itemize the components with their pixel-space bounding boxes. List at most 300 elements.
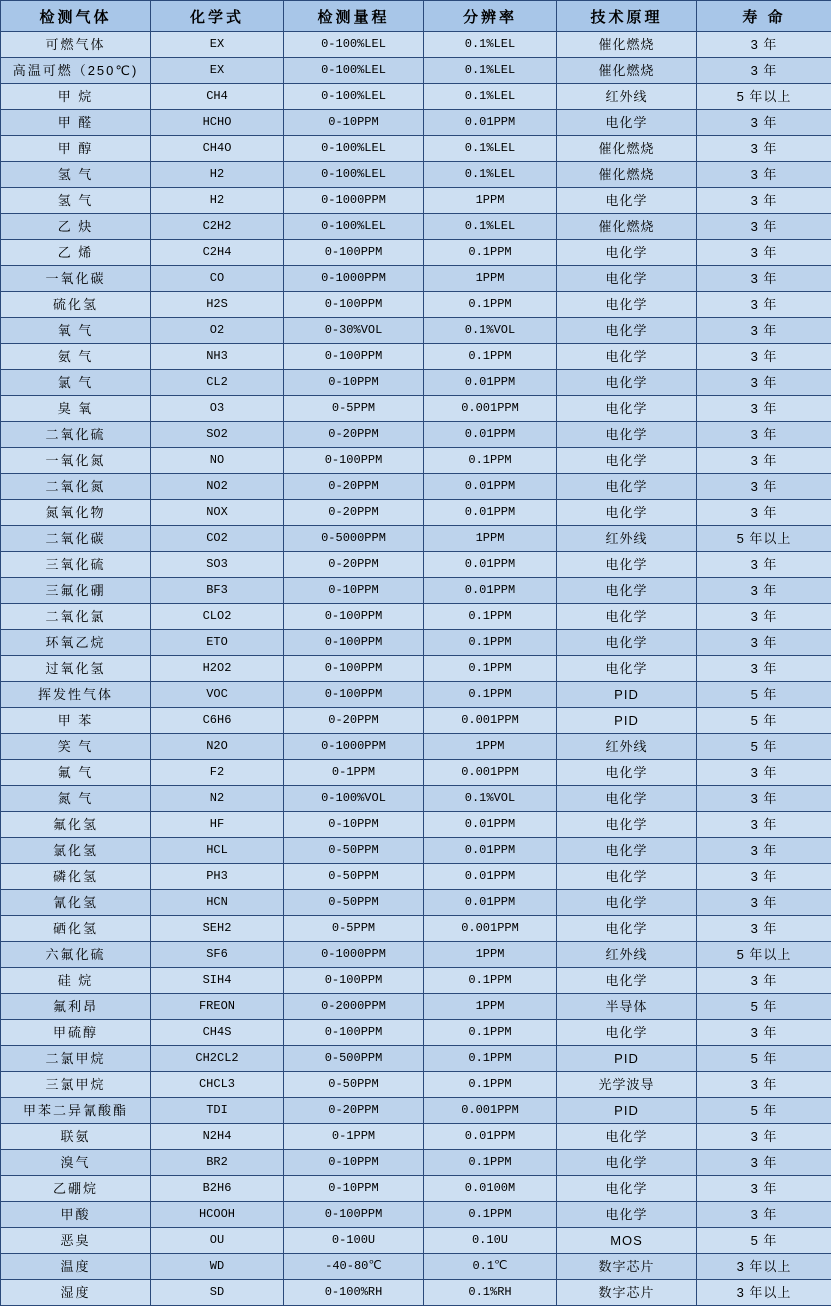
cell-life: 3 年 (697, 448, 831, 474)
column-header-life: 寿 命 (697, 1, 831, 32)
cell-principle: 电化学 (557, 656, 697, 682)
cell-formula: CO2 (151, 526, 284, 552)
cell-principle: PID (557, 1098, 697, 1124)
cell-formula: VOC (151, 682, 284, 708)
cell-principle: 电化学 (557, 1124, 697, 1150)
cell-gas-name: 环氧乙烷 (1, 630, 151, 656)
cell-gas-name: 氧 气 (1, 318, 151, 344)
cell-principle: 红外线 (557, 734, 697, 760)
cell-resolution: 0.001PPM (424, 760, 557, 786)
cell-life: 3 年 (697, 422, 831, 448)
cell-formula: WD (151, 1254, 284, 1280)
cell-resolution: 0.01PPM (424, 500, 557, 526)
cell-gas-name: 温度 (1, 1254, 151, 1280)
cell-resolution: 1PPM (424, 734, 557, 760)
cell-life: 3 年 (697, 1150, 831, 1176)
cell-principle: 催化燃烧 (557, 136, 697, 162)
cell-life: 3 年 (697, 604, 831, 630)
cell-range: -40-80℃ (284, 1254, 424, 1280)
cell-life: 3 年 (697, 838, 831, 864)
table-row (1, 32, 831, 58)
cell-resolution: 0.1℃ (424, 1254, 557, 1280)
cell-life: 3 年 (697, 240, 831, 266)
cell-life: 3 年 (697, 968, 831, 994)
table-row (1, 214, 831, 240)
cell-life: 3 年 (697, 1124, 831, 1150)
table-row (1, 136, 831, 162)
cell-principle: 电化学 (557, 916, 697, 942)
cell-resolution: 1PPM (424, 526, 557, 552)
cell-resolution: 0.01PPM (424, 812, 557, 838)
table-row (1, 786, 831, 812)
column-header-resolution: 分辨率 (424, 1, 557, 32)
cell-formula: H2S (151, 292, 284, 318)
cell-principle: 数字芯片 (557, 1254, 697, 1280)
table-row (1, 604, 831, 630)
cell-resolution: 0.1PPM (424, 604, 557, 630)
cell-life: 3 年 (697, 864, 831, 890)
cell-gas-name: 氨 气 (1, 344, 151, 370)
table-row (1, 474, 831, 500)
cell-life: 3 年 (697, 890, 831, 916)
cell-life: 5 年 (697, 1046, 831, 1072)
cell-gas-name: 溴气 (1, 1150, 151, 1176)
cell-resolution: 1PPM (424, 188, 557, 214)
cell-range: 0-30%VOL (284, 318, 424, 344)
table-row (1, 370, 831, 396)
cell-principle: 电化学 (557, 266, 697, 292)
cell-life: 3 年 (697, 396, 831, 422)
cell-life: 3 年 (697, 656, 831, 682)
cell-range: 0-100PPM (284, 630, 424, 656)
cell-life: 3 年 (697, 266, 831, 292)
cell-life: 3 年 (697, 1020, 831, 1046)
cell-resolution: 0.01PPM (424, 370, 557, 396)
cell-resolution: 0.1PPM (424, 656, 557, 682)
table-row (1, 812, 831, 838)
cell-gas-name: 可燃气体 (1, 32, 151, 58)
cell-life: 3 年 (697, 58, 831, 84)
cell-principle: 电化学 (557, 760, 697, 786)
cell-range: 0-10PPM (284, 578, 424, 604)
cell-range: 0-10PPM (284, 370, 424, 396)
cell-range: 0-2000PPM (284, 994, 424, 1020)
cell-formula: SIH4 (151, 968, 284, 994)
cell-gas-name: 二氯甲烷 (1, 1046, 151, 1072)
table-row (1, 656, 831, 682)
cell-life: 5 年 (697, 994, 831, 1020)
table-row (1, 500, 831, 526)
cell-principle: 半导体 (557, 994, 697, 1020)
table-header-row (1, 1, 831, 32)
cell-principle: 电化学 (557, 578, 697, 604)
cell-principle: 电化学 (557, 786, 697, 812)
cell-gas-name: 氮 气 (1, 786, 151, 812)
cell-gas-name: 一氧化碳 (1, 266, 151, 292)
cell-life: 3 年 (697, 760, 831, 786)
cell-resolution: 0.1%LEL (424, 162, 557, 188)
cell-range: 0-50PPM (284, 890, 424, 916)
cell-formula: SF6 (151, 942, 284, 968)
cell-gas-name: 高温可燃（250℃) (1, 58, 151, 84)
cell-range: 0-20PPM (284, 500, 424, 526)
cell-formula: BR2 (151, 1150, 284, 1176)
cell-resolution: 0.10U (424, 1228, 557, 1254)
cell-resolution: 0.1PPM (424, 630, 557, 656)
table-row (1, 188, 831, 214)
cell-life: 3 年 (697, 292, 831, 318)
cell-resolution: 0.1%LEL (424, 214, 557, 240)
cell-range: 0-10PPM (284, 1150, 424, 1176)
cell-gas-name: 二氧化碳 (1, 526, 151, 552)
table-row (1, 292, 831, 318)
cell-gas-name: 六氟化硫 (1, 942, 151, 968)
cell-range: 0-20PPM (284, 422, 424, 448)
cell-gas-name: 硫化氢 (1, 292, 151, 318)
cell-formula: CL2 (151, 370, 284, 396)
table-row (1, 1280, 831, 1306)
cell-resolution: 0.01PPM (424, 890, 557, 916)
table-row (1, 110, 831, 136)
cell-principle: 电化学 (557, 1202, 697, 1228)
cell-life: 5 年以上 (697, 526, 831, 552)
cell-principle: 电化学 (557, 240, 697, 266)
cell-resolution: 0.0100M (424, 1176, 557, 1202)
cell-gas-name: 甲 烷 (1, 84, 151, 110)
cell-resolution: 0.001PPM (424, 916, 557, 942)
cell-resolution: 0.1PPM (424, 1020, 557, 1046)
table-row (1, 994, 831, 1020)
cell-principle: 电化学 (557, 188, 697, 214)
cell-gas-name: 挥发性气体 (1, 682, 151, 708)
cell-range: 0-10PPM (284, 1176, 424, 1202)
table-row (1, 396, 831, 422)
cell-principle: 红外线 (557, 526, 697, 552)
table-row (1, 448, 831, 474)
cell-life: 3 年 (697, 552, 831, 578)
cell-resolution: 1PPM (424, 942, 557, 968)
table-row (1, 890, 831, 916)
table-row (1, 318, 831, 344)
cell-principle: 电化学 (557, 422, 697, 448)
cell-resolution: 0.1PPM (424, 1072, 557, 1098)
cell-principle: 电化学 (557, 1020, 697, 1046)
table-body (1, 32, 831, 1306)
cell-resolution: 0.01PPM (424, 474, 557, 500)
table-row (1, 708, 831, 734)
table-row (1, 968, 831, 994)
cell-resolution: 1PPM (424, 266, 557, 292)
cell-gas-name: 笑 气 (1, 734, 151, 760)
cell-life: 3 年 (697, 500, 831, 526)
table-row (1, 344, 831, 370)
cell-principle: 红外线 (557, 84, 697, 110)
cell-range: 0-20PPM (284, 474, 424, 500)
cell-range: 0-10PPM (284, 812, 424, 838)
cell-resolution: 0.1PPM (424, 968, 557, 994)
cell-formula: N2 (151, 786, 284, 812)
column-header-principle: 技术原理 (557, 1, 697, 32)
column-header-range: 检测量程 (284, 1, 424, 32)
cell-range: 0-50PPM (284, 1072, 424, 1098)
table-row (1, 1202, 831, 1228)
cell-life: 3 年 (697, 370, 831, 396)
cell-formula: CH4 (151, 84, 284, 110)
cell-formula: C2H2 (151, 214, 284, 240)
table-row (1, 942, 831, 968)
cell-range: 0-100PPM (284, 292, 424, 318)
cell-gas-name: 甲 醇 (1, 136, 151, 162)
cell-range: 0-100PPM (284, 656, 424, 682)
table-row (1, 864, 831, 890)
cell-principle: 光学波导 (557, 1072, 697, 1098)
cell-resolution: 0.1PPM (424, 1150, 557, 1176)
cell-gas-name: 恶臭 (1, 1228, 151, 1254)
cell-life: 3 年 (697, 786, 831, 812)
cell-formula: CHCL3 (151, 1072, 284, 1098)
cell-gas-name: 甲 苯 (1, 708, 151, 734)
cell-life: 3 年 (697, 630, 831, 656)
cell-principle: 电化学 (557, 604, 697, 630)
cell-gas-name: 乙硼烷 (1, 1176, 151, 1202)
table-row (1, 1098, 831, 1124)
cell-resolution: 0.01PPM (424, 578, 557, 604)
cell-formula: HCOOH (151, 1202, 284, 1228)
cell-formula: NOX (151, 500, 284, 526)
cell-gas-name: 甲酸 (1, 1202, 151, 1228)
cell-gas-name: 氰化氢 (1, 890, 151, 916)
table-row (1, 162, 831, 188)
cell-life: 5 年以上 (697, 942, 831, 968)
cell-principle: 电化学 (557, 370, 697, 396)
cell-resolution: 0.1PPM (424, 1202, 557, 1228)
cell-gas-name: 氟化氢 (1, 812, 151, 838)
cell-formula: OU (151, 1228, 284, 1254)
cell-range: 0-100U (284, 1228, 424, 1254)
cell-formula: NO (151, 448, 284, 474)
cell-formula: HCN (151, 890, 284, 916)
column-header-gas: 检测气体 (1, 1, 151, 32)
cell-principle: 电化学 (557, 318, 697, 344)
cell-principle: 电化学 (557, 1150, 697, 1176)
cell-principle: PID (557, 708, 697, 734)
cell-range: 0-1000PPM (284, 188, 424, 214)
cell-gas-name: 二氧化氯 (1, 604, 151, 630)
cell-principle: 电化学 (557, 448, 697, 474)
cell-formula: F2 (151, 760, 284, 786)
cell-gas-name: 过氧化氢 (1, 656, 151, 682)
cell-life: 3 年 (697, 136, 831, 162)
cell-principle: 电化学 (557, 552, 697, 578)
cell-formula: FREON (151, 994, 284, 1020)
table-row (1, 838, 831, 864)
cell-range: 0-50PPM (284, 838, 424, 864)
cell-resolution: 0.1%VOL (424, 318, 557, 344)
cell-resolution: 0.01PPM (424, 838, 557, 864)
table-row (1, 240, 831, 266)
cell-life: 3 年 (697, 318, 831, 344)
table-row (1, 1046, 831, 1072)
cell-formula: SO2 (151, 422, 284, 448)
cell-life: 3 年以上 (697, 1280, 831, 1306)
cell-formula: EX (151, 32, 284, 58)
cell-range: 0-20PPM (284, 552, 424, 578)
cell-range: 0-5000PPM (284, 526, 424, 552)
cell-principle: MOS (557, 1228, 697, 1254)
cell-formula: CH2CL2 (151, 1046, 284, 1072)
cell-range: 0-100PPM (284, 1202, 424, 1228)
cell-resolution: 0.1%LEL (424, 136, 557, 162)
cell-range: 0-1PPM (284, 760, 424, 786)
cell-life: 5 年 (697, 1228, 831, 1254)
cell-principle: 催化燃烧 (557, 32, 697, 58)
cell-resolution: 0.1%RH (424, 1280, 557, 1306)
cell-gas-name: 氢 气 (1, 162, 151, 188)
cell-principle: 电化学 (557, 500, 697, 526)
cell-gas-name: 氮氧化物 (1, 500, 151, 526)
cell-formula: PH3 (151, 864, 284, 890)
table-row (1, 1020, 831, 1046)
cell-principle: 电化学 (557, 890, 697, 916)
cell-range: 0-100PPM (284, 968, 424, 994)
cell-range: 0-100%VOL (284, 786, 424, 812)
cell-formula: O3 (151, 396, 284, 422)
cell-range: 0-100%LEL (284, 58, 424, 84)
cell-gas-name: 硒化氢 (1, 916, 151, 942)
cell-life: 5 年 (697, 1098, 831, 1124)
cell-gas-name: 硅 烷 (1, 968, 151, 994)
cell-range: 0-5PPM (284, 916, 424, 942)
cell-principle: 电化学 (557, 812, 697, 838)
cell-formula: NH3 (151, 344, 284, 370)
cell-range: 0-100PPM (284, 682, 424, 708)
cell-range: 0-50PPM (284, 864, 424, 890)
cell-range: 0-100PPM (284, 448, 424, 474)
cell-resolution: 0.001PPM (424, 1098, 557, 1124)
cell-principle: 数字芯片 (557, 1280, 697, 1306)
cell-formula: C2H4 (151, 240, 284, 266)
cell-principle: 电化学 (557, 110, 697, 136)
cell-formula: N2H4 (151, 1124, 284, 1150)
cell-formula: CO (151, 266, 284, 292)
table-row (1, 682, 831, 708)
cell-gas-name: 臭 氧 (1, 396, 151, 422)
cell-principle: 红外线 (557, 942, 697, 968)
cell-formula: CH4S (151, 1020, 284, 1046)
cell-principle: 电化学 (557, 292, 697, 318)
table-row (1, 760, 831, 786)
cell-resolution: 0.1%LEL (424, 58, 557, 84)
cell-formula: CLO2 (151, 604, 284, 630)
cell-gas-name: 氢 气 (1, 188, 151, 214)
cell-gas-name: 甲苯二异氰酸酯 (1, 1098, 151, 1124)
cell-gas-name: 湿度 (1, 1280, 151, 1306)
cell-formula: B2H6 (151, 1176, 284, 1202)
cell-life: 3 年 (697, 578, 831, 604)
cell-principle: 电化学 (557, 630, 697, 656)
table-row (1, 1254, 831, 1280)
cell-gas-name: 乙 炔 (1, 214, 151, 240)
cell-range: 0-100%LEL (284, 136, 424, 162)
cell-range: 0-100PPM (284, 240, 424, 266)
cell-life: 3 年 (697, 474, 831, 500)
table-row (1, 630, 831, 656)
cell-resolution: 0.01PPM (424, 864, 557, 890)
column-header-formula: 化学式 (151, 1, 284, 32)
cell-range: 0-1000PPM (284, 266, 424, 292)
cell-range: 0-20PPM (284, 1098, 424, 1124)
table-row (1, 84, 831, 110)
cell-principle: 催化燃烧 (557, 214, 697, 240)
cell-gas-name: 磷化氢 (1, 864, 151, 890)
cell-range: 0-100%LEL (284, 32, 424, 58)
table-row (1, 422, 831, 448)
cell-principle: 电化学 (557, 344, 697, 370)
cell-life: 3 年 (697, 162, 831, 188)
cell-life: 5 年 (697, 682, 831, 708)
cell-range: 0-20PPM (284, 708, 424, 734)
cell-range: 0-100%LEL (284, 214, 424, 240)
cell-resolution: 0.1PPM (424, 448, 557, 474)
table-row (1, 916, 831, 942)
cell-principle: 电化学 (557, 968, 697, 994)
table-row (1, 1176, 831, 1202)
table-row (1, 1124, 831, 1150)
cell-resolution: 0.001PPM (424, 396, 557, 422)
cell-resolution: 1PPM (424, 994, 557, 1020)
cell-resolution: 0.1PPM (424, 292, 557, 318)
table-row (1, 552, 831, 578)
cell-gas-name: 三氯甲烷 (1, 1072, 151, 1098)
cell-principle: 电化学 (557, 838, 697, 864)
cell-gas-name: 三氧化硫 (1, 552, 151, 578)
cell-life: 5 年以上 (697, 84, 831, 110)
cell-principle: 催化燃烧 (557, 162, 697, 188)
table-row (1, 1072, 831, 1098)
cell-range: 0-100%LEL (284, 84, 424, 110)
cell-gas-name: 甲硫醇 (1, 1020, 151, 1046)
table-row (1, 1150, 831, 1176)
cell-principle: PID (557, 682, 697, 708)
table-row (1, 734, 831, 760)
cell-gas-name: 甲 醛 (1, 110, 151, 136)
cell-range: 0-100PPM (284, 1020, 424, 1046)
cell-life: 3 年 (697, 344, 831, 370)
cell-life: 3 年 (697, 812, 831, 838)
table-row (1, 58, 831, 84)
cell-gas-name: 氟利昂 (1, 994, 151, 1020)
cell-resolution: 0.1PPM (424, 1046, 557, 1072)
cell-resolution: 0.01PPM (424, 1124, 557, 1150)
cell-principle: 电化学 (557, 864, 697, 890)
cell-gas-name: 二氧化硫 (1, 422, 151, 448)
cell-gas-name: 氟 气 (1, 760, 151, 786)
cell-range: 0-100%LEL (284, 162, 424, 188)
table-row (1, 266, 831, 292)
cell-life: 5 年 (697, 708, 831, 734)
cell-gas-name: 氯 气 (1, 370, 151, 396)
cell-life: 3 年 (697, 1176, 831, 1202)
cell-formula: C6H6 (151, 708, 284, 734)
cell-range: 0-100PPM (284, 344, 424, 370)
cell-principle: 电化学 (557, 1176, 697, 1202)
cell-gas-name: 联氨 (1, 1124, 151, 1150)
cell-life: 3 年 (697, 214, 831, 240)
cell-gas-name: 一氧化氮 (1, 448, 151, 474)
cell-formula: H2O2 (151, 656, 284, 682)
cell-resolution: 0.01PPM (424, 552, 557, 578)
cell-formula: SO3 (151, 552, 284, 578)
